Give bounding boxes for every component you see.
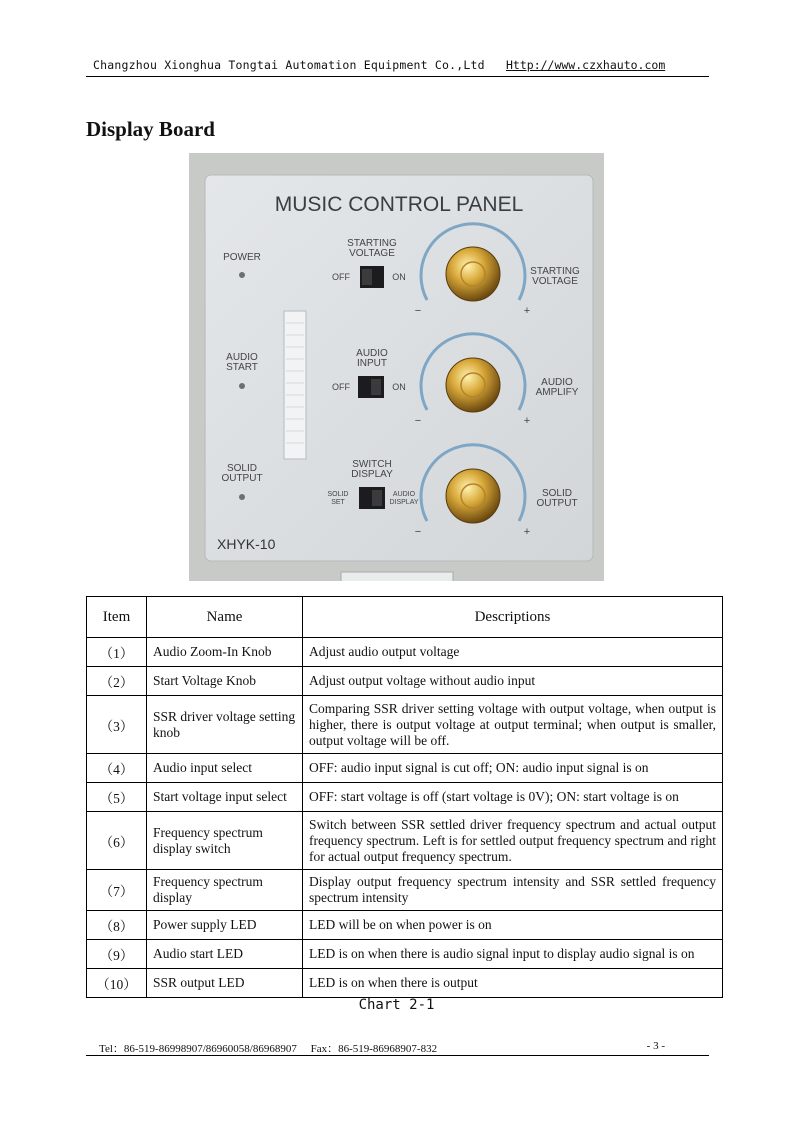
page-number: - 3 - (646, 1040, 665, 1052)
table-row (87, 783, 723, 812)
row-item: （4） (87, 754, 147, 783)
table-row (87, 969, 723, 998)
row-item: （2） (87, 667, 147, 696)
switch1-label-2: VOLTAGE (349, 248, 395, 259)
row-name: Start Voltage Knob (147, 667, 303, 696)
table-row (87, 911, 723, 940)
audio-start-label-1: AUDIO (226, 352, 258, 363)
knob3-label-2: OUTPUT (536, 498, 578, 509)
solid-output-led (239, 494, 245, 500)
control-panel-photo (189, 153, 604, 581)
knob2-label-1: AUDIO (541, 377, 573, 388)
row-name: Audio Zoom-In Knob (147, 638, 303, 667)
table-header-row (87, 597, 723, 638)
section-title: Display Board (86, 117, 215, 141)
row-item: （1） (87, 638, 147, 667)
audio-display-label-2: DISPLAY (389, 499, 419, 506)
solid-output-knob[interactable] (446, 469, 500, 523)
row-name: SSR output LED (147, 969, 303, 998)
row-name: Frequency spectrum display (147, 870, 303, 911)
row-desc: Display output frequency spectrum intensity and SSR settled frequency spectrum intensity (303, 870, 723, 911)
table-row (87, 940, 723, 969)
knob1-label-2: VOLTAGE (532, 276, 578, 287)
knob2-plus: + (523, 415, 531, 427)
row-name: Audio input select (147, 754, 303, 783)
row-desc: Comparing SSR driver setting voltage with output voltage, when output is higher, there is output voltage at output terminal; when output is smaller, output voltage will be off. (303, 696, 723, 754)
row-item: （3） (87, 696, 147, 754)
table-row (87, 638, 723, 667)
row-name: Start voltage input select (147, 783, 303, 812)
switch3-label-2: DISPLAY (351, 469, 393, 480)
row-desc: LED is on when there is audio signal input to display audio signal is on (303, 940, 723, 969)
audio-display-label-1: AUDIO (392, 491, 416, 498)
table-row (87, 667, 723, 696)
knob2-label-2: AMPLIFY (535, 387, 579, 398)
table-row (87, 812, 723, 870)
solid-set-label-2: SET (331, 499, 345, 506)
audio-amplify-knob[interactable] (446, 358, 500, 412)
contact-info: Tel：86-519-86998907/86960058/86968907 Fax：86-519-86968907-832 (99, 1043, 438, 1055)
switch1-label-1: STARTING (347, 238, 397, 249)
page-header (86, 57, 709, 77)
row-name: Power supply LED (147, 911, 303, 940)
knob1-label-1: STARTING (530, 266, 580, 277)
switch1-on: ON (392, 272, 406, 282)
company-name: Changzhou Xionghua Tongtai Automation Equipment Co.,Ltd (93, 58, 485, 72)
row-item: （5） (87, 783, 147, 812)
row-desc: Adjust audio output voltage (303, 638, 723, 667)
spectrum-display (284, 311, 306, 459)
power-led (239, 272, 245, 278)
row-name: Frequency spectrum display switch (147, 812, 303, 870)
table-row (87, 754, 723, 783)
row-desc: Adjust output voltage without audio input (303, 667, 723, 696)
solid-output-label-2: OUTPUT (221, 473, 263, 484)
knob1-plus: + (523, 305, 531, 317)
row-item: （7） (87, 870, 147, 911)
switch2-label-2: INPUT (357, 358, 387, 369)
switch3-label-1: SWITCH (352, 459, 392, 470)
row-item: （6） (87, 812, 147, 870)
solid-set-label-1: SOLID (327, 491, 349, 498)
row-desc: LED is on when there is output (303, 969, 723, 998)
solid-output-label-1: SOLID (226, 463, 258, 474)
knob1-minus: − (414, 305, 422, 317)
specification-table (86, 596, 723, 998)
row-desc: OFF: audio input signal is cut off; ON: audio input signal is on (303, 754, 723, 783)
row-item: （10） (87, 969, 147, 998)
page-footer (86, 1040, 709, 1056)
row-desc: LED will be on when power is on (303, 911, 723, 940)
switch2-on: ON (392, 382, 406, 392)
audio-start-label-2: START (226, 362, 258, 373)
row-desc: Switch between SSR settled driver frequency spectrum and actual output frequency spectrum. Left is for settled output frequency spectrum and right for actual output frequency spectrum. (303, 812, 723, 870)
company-url[interactable]: Http://www.czxhauto.com (506, 58, 666, 72)
power-label: POWER (223, 252, 261, 263)
row-name: Audio start LED (147, 940, 303, 969)
knob3-minus: − (414, 526, 422, 538)
table-caption: Chart 2-1 (358, 997, 435, 1013)
table-row (87, 870, 723, 911)
knob3-plus: + (523, 526, 531, 538)
panel-title: MUSIC CONTROL PANEL (274, 193, 524, 216)
header-name: Name (147, 597, 303, 638)
row-item: （8） (87, 911, 147, 940)
row-name: SSR driver voltage setting knob (147, 696, 303, 754)
switch1-off: OFF (332, 272, 350, 282)
switch2-label-1: AUDIO (356, 348, 388, 359)
switch2-off: OFF (332, 382, 350, 392)
model-label: XHYK-10 (217, 536, 276, 552)
starting-voltage-knob[interactable] (446, 247, 500, 301)
row-item: （9） (87, 940, 147, 969)
header-desc: Descriptions (303, 597, 723, 638)
audio-start-led (239, 383, 245, 389)
knob2-minus: − (414, 415, 422, 427)
table-row (87, 696, 723, 754)
header-item: Item (87, 597, 147, 638)
knob3-label-1: SOLID (541, 488, 573, 499)
row-desc: OFF: start voltage is off (start voltage is 0V); ON: start voltage is on (303, 783, 723, 812)
